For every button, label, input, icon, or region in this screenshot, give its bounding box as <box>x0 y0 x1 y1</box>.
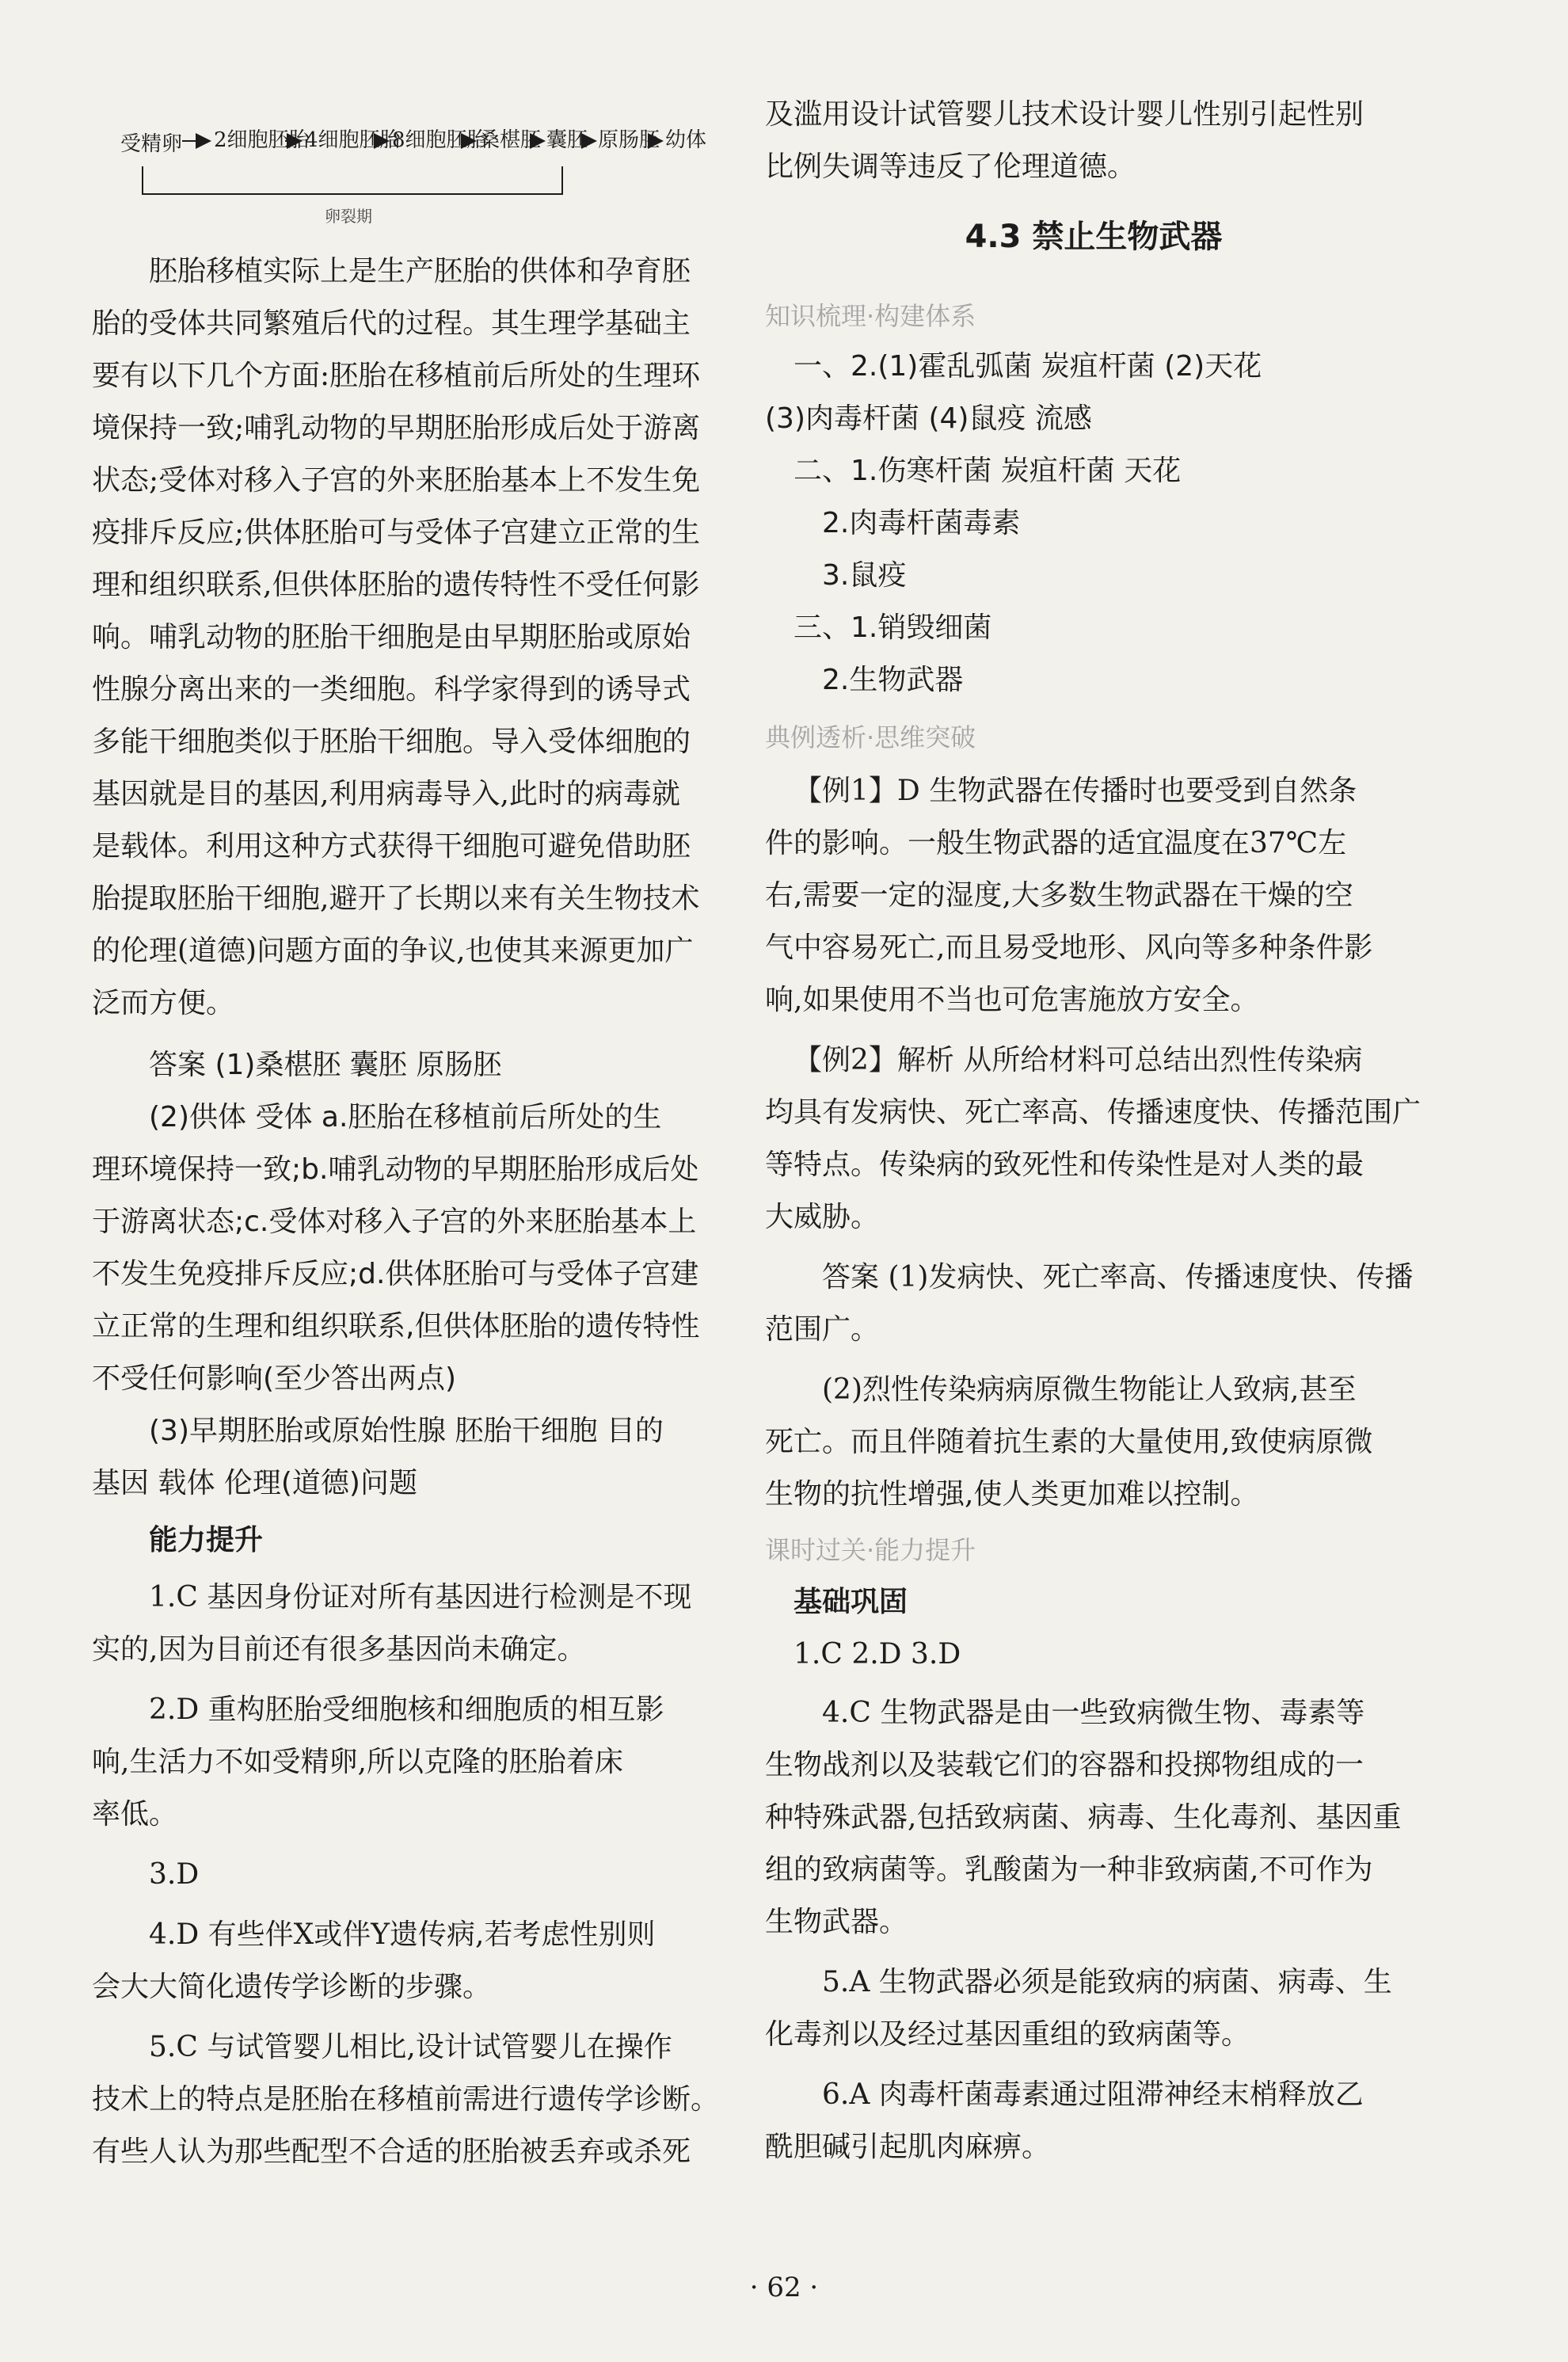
text-line: 有些人认为那些配型不合适的胚胎被丢弃或杀死 <box>92 2135 691 2168</box>
text-line: 比例失调等违反了伦理道德。 <box>765 150 1136 183</box>
answer-line: 3.鼠疫 <box>822 559 907 592</box>
text-line: 响。哺乳动物的胚胎干细胞是由早期胚胎或原始 <box>92 621 691 653</box>
text-line: 及滥用设计试管婴儿技术设计婴儿性别引起性别 <box>765 98 1364 131</box>
answer-line: 不受任何影响(至少答出两点) <box>92 1362 457 1395</box>
text-line: 胎提取胚胎干细胞,避开了长期以来有关生物技术 <box>92 882 700 915</box>
text-line: 酰胆碱引起肌肉麻痹。 <box>765 2131 1051 2163</box>
text-line: 生物战剂以及装载它们的容器和投掷物组成的一 <box>765 1749 1364 1781</box>
stage-6: 原肠胚 <box>598 128 660 152</box>
text-line: 4.D 有些伴X或伴Y遗传病,若考虑性别则 <box>149 1918 656 1951</box>
answer-line: 于游离状态;c.受体对移入子宫的外来胚胎基本上 <box>92 1206 697 1238</box>
answer-line: 三、1.销毁细菌 <box>794 611 992 644</box>
text-line: (2)烈性传染病病原微生物能让人致病,甚至 <box>822 1373 1357 1406</box>
text-line: 响,生活力不如受精卵,所以克隆的胚胎着床 <box>92 1746 623 1778</box>
answer-line: 基因 载体 伦理(道德)问题 <box>92 1467 417 1499</box>
text-line: 是载体。利用这种方式获得干细胞可避免借助胚 <box>92 830 691 863</box>
text-line: 右,需要一定的湿度,大多数生物武器在干燥的空 <box>765 879 1353 912</box>
text-line: 生物的抗性增强,使人类更加难以控制。 <box>765 1478 1259 1511</box>
answer-line: (3)早期胚胎或原始性腺 胚胎干细胞 目的 <box>149 1415 664 1447</box>
text-line: 4.C 生物武器是由一些致病微生物、毒素等 <box>822 1697 1365 1729</box>
text-line: 种特殊武器,包括致病菌、病毒、生化毒剂、基因重 <box>765 1801 1402 1834</box>
stage-7: 幼体 <box>665 128 707 152</box>
stage-2: 4细胞胚胎 <box>305 128 401 152</box>
text-line: 均具有发病快、死亡率高、传播速度快、传播范围广 <box>765 1096 1421 1129</box>
text-line: 的伦理(道德)问题方面的争议,也使其来源更加广 <box>92 935 694 967</box>
text-line: 生物武器。 <box>765 1906 908 1938</box>
text-line: 响,如果使用不当也可危害施放方安全。 <box>765 984 1259 1016</box>
subsection-heading: 典例透析·思维突破 <box>765 722 976 752</box>
text-line: 3.D <box>149 1858 200 1891</box>
answer-line: 2.生物武器 <box>822 664 964 696</box>
text-line: 疫排斥反应;供体胚胎可与受体子宫建立正常的生 <box>92 516 701 549</box>
answer-line: (2)供体 受体 a.胚胎在移植前后所处的生 <box>149 1101 662 1133</box>
text-line: 6.A 肉毒杆菌毒素通过阻滞神经末梢释放乙 <box>822 2078 1364 2111</box>
text-line: 1.C 2.D 3.D <box>794 1638 961 1671</box>
text-line: 5.A 生物武器必须是能致病的病菌、病毒、生 <box>822 1966 1392 1998</box>
text-line: 等特点。传染病的致死性和传染性是对人类的最 <box>765 1149 1364 1181</box>
text-line: 化毒剂以及经过基因重组的致病菌等。 <box>765 2018 1250 2051</box>
answer-line: (3)肉毒杆菌 (4)鼠疫 流感 <box>765 402 1092 435</box>
text-line: 组的致病菌等。乳酸菌为一种非致病菌,不可作为 <box>765 1853 1373 1886</box>
text-line: 范围广。 <box>765 1313 880 1346</box>
answer-line: 二、1.伤寒杆菌 炭疽杆菌 天花 <box>794 455 1182 487</box>
text-line: 基因就是目的基因,利用病毒导入,此时的病毒就 <box>92 778 680 810</box>
text-line: 实的,因为目前还有很多基因尚未确定。 <box>92 1633 586 1666</box>
text-line: 胎的受体共同繁殖后代的过程。其生理学基础主 <box>92 307 691 340</box>
answer-line: 一、2.(1)霍乱弧菌 炭疽杆菌 (2)天花 <box>794 350 1262 383</box>
stage-5: 囊胚 <box>546 128 588 152</box>
page-number: · 62 · <box>749 2272 819 2303</box>
text-line: 泛而方便。 <box>92 987 235 1019</box>
text-line: 境保持一致;哺乳动物的早期胚胎形成后处于游离 <box>92 412 701 444</box>
text-line: 多能干细胞类似于胚胎干细胞。导入受体细胞的 <box>92 726 691 758</box>
text-line: 气中容易死亡,而且易受地形、风向等多种条件影 <box>765 931 1373 964</box>
text-line: 性腺分离出来的一类细胞。科学家得到的诱导式 <box>92 673 691 706</box>
text-line: 件的影响。一般生物武器的适宜温度在37℃左 <box>765 827 1347 859</box>
stage-3: 8细胞胚胎 <box>392 128 488 152</box>
text-line: 要有以下几个方面:胚胎在移植前后所处的生理环 <box>92 360 701 392</box>
text-line: 【例2】解析 从所给材料可总结出烈性传染病 <box>794 1044 1363 1076</box>
text-line: 答案 (1)发病快、死亡率高、传播速度快、传播 <box>822 1261 1414 1293</box>
answer-line: 答案 (1)桑椹胚 囊胚 原肠胚 <box>149 1049 502 1081</box>
subsection-heading: 基础巩固 <box>794 1586 908 1618</box>
text-line: 状态;受体对移入子宫的外来胚胎基本上不发生免 <box>92 464 701 497</box>
text-line: 胚胎移植实际上是生产胚胎的供体和孕育胚 <box>149 255 691 288</box>
text-line: 会大大简化遗传学诊断的步骤。 <box>92 1971 492 2003</box>
answer-line: 不发生免疫排斥反应;d.供体胚胎可与受体子宫建 <box>92 1258 699 1290</box>
embryo-development-diagram <box>119 103 721 230</box>
stage-4: 桑椹胚 <box>479 128 542 152</box>
section-title: 4.3 禁止生物武器 <box>965 219 1223 255</box>
stage-0: 受精卵 <box>120 132 183 156</box>
section-heading: 能力提升 <box>149 1524 264 1556</box>
text-line: 大威胁。 <box>765 1201 880 1233</box>
text-line: 1.C 基因身份证对所有基因进行检测是不现 <box>149 1581 692 1613</box>
text-line: 技术上的特点是胚胎在移植前需进行遗传学诊断。 <box>92 2083 720 2116</box>
answer-line: 理环境保持一致;b.哺乳动物的早期胚胎形成后处 <box>92 1153 699 1186</box>
text-line: 死亡。而且伴随着抗生素的大量使用,致使病原微 <box>765 1426 1373 1458</box>
stage-1: 2细胞胚胎 <box>214 128 310 152</box>
subsection-heading: 知识梳理·构建体系 <box>765 301 976 331</box>
subsection-heading: 课时过关·能力提升 <box>765 1535 976 1565</box>
text-line: 理和组织联系,但供体胚胎的遗传特性不受任何影 <box>92 569 700 601</box>
answer-line: 立正常的生理和组织联系,但供体胚胎的遗传特性 <box>92 1310 700 1343</box>
text-line: 【例1】D 生物武器在传播时也要受到自然条 <box>794 775 1357 807</box>
text-line: 2.D 重构胚胎受细胞核和细胞质的相互影 <box>149 1693 664 1726</box>
period-label: 卵裂期 <box>325 207 372 226</box>
answer-line: 2.肉毒杆菌毒素 <box>822 507 1021 539</box>
text-line: 5.C 与试管婴儿相比,设计试管婴儿在操作 <box>149 2031 672 2063</box>
text-line: 率低。 <box>92 1798 178 1831</box>
